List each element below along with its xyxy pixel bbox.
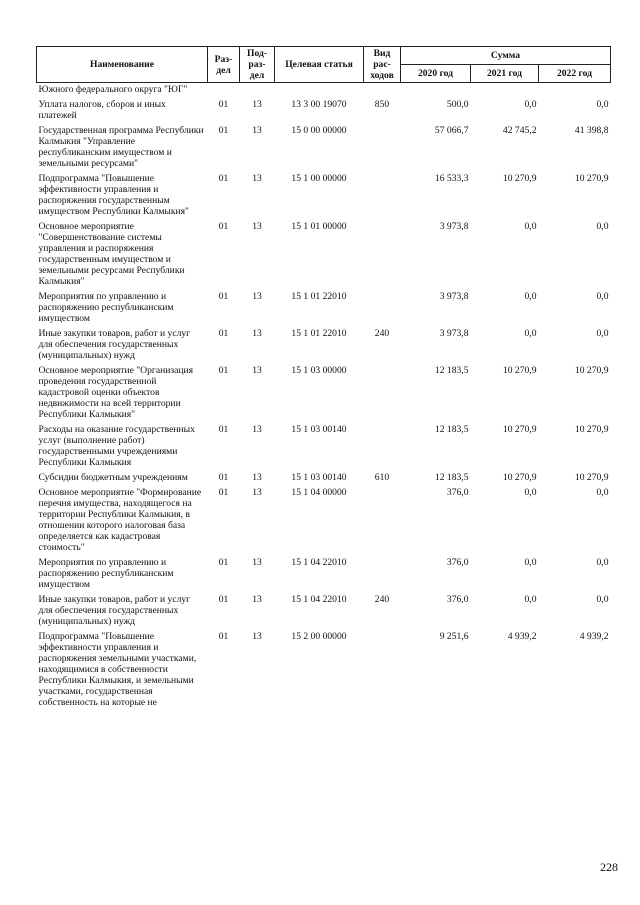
cell-name: Уплата налогов, сборов и иных платежей xyxy=(38,99,166,121)
cell-name: Иные закупки товаров, работ и услуг для обеспечения государственных (муниципальных) нужд xyxy=(38,328,191,361)
cell-vid xyxy=(364,364,401,423)
cell-2021: 10 270,9 xyxy=(502,472,537,483)
header-podrazdel: Под-раз-дел xyxy=(240,47,275,83)
cell-target: 15 1 04 22010 xyxy=(291,594,347,605)
cell-podrazdel: 13 xyxy=(252,472,262,483)
cell-razdel: 01 xyxy=(218,594,229,605)
cell-podrazdel: 13 xyxy=(252,291,262,302)
cell-name: Основное мероприятие "Совершенствование системы управления и распоряжения государственным имуществом и земельными ресурсами Республики Калмыкия" xyxy=(38,221,185,287)
cell-name: Основное мероприятие "Формирование перечня имущества, находящегося на территории Республики Калмыкия, в отношении которого налоговая база определяется как кадастровая стоимость" xyxy=(38,487,202,553)
cell-razdel: 01 xyxy=(218,99,229,110)
cell-2020 xyxy=(401,83,471,99)
cell-razdel: 01 xyxy=(218,221,229,232)
cell-name: Мероприятия по управлению и распоряжению республиканским имуществом xyxy=(38,557,174,590)
cell-2021 xyxy=(471,83,539,99)
cell-podrazdel: 13 xyxy=(252,365,262,376)
cell-target: 15 0 00 00000 xyxy=(291,125,347,136)
cell-vid: 610 xyxy=(374,472,390,483)
cell-podrazdel: 13 xyxy=(252,631,262,642)
header-vid: Вид рас-ходов xyxy=(364,47,401,83)
cell-target: 15 1 04 22010 xyxy=(291,557,347,568)
budget-table xyxy=(36,46,611,711)
cell-2020: 376,0 xyxy=(446,594,469,605)
cell-2022: 0,0 xyxy=(596,487,609,498)
cell-2021: 0,0 xyxy=(524,594,537,605)
table-row xyxy=(37,98,611,124)
cell-razdel: 01 xyxy=(218,328,229,339)
table-body xyxy=(37,83,611,712)
cell-name: Подпрограмма "Повышение эффективности управления и распоряжения государственным имуществом Республики Калмыкия" xyxy=(38,173,189,217)
cell-2021: 0,0 xyxy=(524,487,537,498)
header-2020: 2020 год xyxy=(401,65,471,83)
cell-name: Подпрограмма "Повышение эффективности управления и распоряжения земельными участками, находящимися в собственности Республики Калмыкия, и земельными участками, государственная собственность на которые не xyxy=(38,631,197,708)
cell-vid: 240 xyxy=(374,594,390,605)
cell-2022: 4 939,2 xyxy=(579,631,609,642)
header-sum: Сумма xyxy=(401,47,611,65)
cell-podrazdel xyxy=(240,83,275,99)
cell-2021: 0,0 xyxy=(524,557,537,568)
cell-2020: 16 533,3 xyxy=(434,173,469,184)
cell-2022: 0,0 xyxy=(596,594,609,605)
cell-vid: 850 xyxy=(374,99,390,110)
table-row xyxy=(37,471,611,486)
cell-target: 15 1 00 00000 xyxy=(291,173,347,184)
cell-target: 15 1 03 00140 xyxy=(291,424,347,435)
cell-2021: 10 270,9 xyxy=(502,365,537,376)
cell-2020: 12 183,5 xyxy=(434,365,469,376)
header-2021: 2021 год xyxy=(471,65,539,83)
table-row xyxy=(37,364,611,423)
cell-name: Расходы на оказание государственных услуг (выполнение работ) государственными учреждениями Республики Калмыкия xyxy=(38,424,195,468)
cell-podrazdel: 13 xyxy=(252,99,262,110)
cell-2022: 10 270,9 xyxy=(574,424,609,435)
header-razdel: Раз-дел xyxy=(208,47,240,83)
cell-2022: 41 398,8 xyxy=(574,125,609,136)
cell-target: 15 1 01 00000 xyxy=(291,221,347,232)
table-row xyxy=(37,327,611,364)
cell-target: 15 1 03 00140 xyxy=(291,472,347,483)
cell-2020: 376,0 xyxy=(446,557,469,568)
cell-vid xyxy=(364,290,401,327)
cell-vid: 240 xyxy=(374,328,390,339)
cell-name: Южного федерального округа "ЮГ" xyxy=(38,84,188,95)
cell-razdel: 01 xyxy=(218,173,229,184)
cell-2022: 0,0 xyxy=(596,221,609,232)
cell-2020: 12 183,5 xyxy=(434,472,469,483)
cell-razdel: 01 xyxy=(218,424,229,435)
cell-name: Субсидии бюджетным учреждениям xyxy=(38,472,188,483)
cell-vid xyxy=(364,124,401,172)
table-row xyxy=(37,593,611,630)
cell-vid xyxy=(364,83,401,99)
table-row xyxy=(37,423,611,471)
cell-razdel xyxy=(208,83,240,99)
cell-2022: 10 270,9 xyxy=(574,365,609,376)
cell-vid xyxy=(364,220,401,290)
cell-2021: 0,0 xyxy=(524,221,537,232)
cell-2022: 0,0 xyxy=(596,291,609,302)
cell-podrazdel: 13 xyxy=(252,424,262,435)
cell-2020: 376,0 xyxy=(446,487,469,498)
cell-podrazdel: 13 xyxy=(252,594,262,605)
table-row xyxy=(37,220,611,290)
cell-2020: 9 251,6 xyxy=(439,631,469,642)
table-row xyxy=(37,556,611,593)
table-row xyxy=(37,290,611,327)
cell-razdel: 01 xyxy=(218,472,229,483)
table-row xyxy=(37,630,611,711)
cell-vid xyxy=(364,172,401,220)
table-row xyxy=(37,83,611,99)
cell-razdel: 01 xyxy=(218,125,229,136)
cell-2022: 0,0 xyxy=(596,99,609,110)
cell-vid xyxy=(364,630,401,711)
table-row xyxy=(37,172,611,220)
cell-razdel: 01 xyxy=(218,365,229,376)
cell-2020: 3 973,8 xyxy=(439,221,469,232)
cell-target: 15 1 04 00000 xyxy=(291,487,347,498)
cell-target xyxy=(275,83,364,99)
table-row xyxy=(37,124,611,172)
cell-target: 13 3 00 19070 xyxy=(291,99,347,110)
cell-target: 15 1 01 22010 xyxy=(291,328,347,339)
cell-podrazdel: 13 xyxy=(252,557,262,568)
cell-2021: 4 939,2 xyxy=(507,631,537,642)
cell-razdel: 01 xyxy=(218,487,229,498)
cell-2021: 0,0 xyxy=(524,99,537,110)
cell-2020: 12 183,5 xyxy=(434,424,469,435)
cell-vid xyxy=(364,556,401,593)
cell-target: 15 2 00 00000 xyxy=(291,631,347,642)
cell-vid xyxy=(364,423,401,471)
table-row xyxy=(37,486,611,556)
header-target: Целевая статья xyxy=(275,47,364,83)
cell-name: Иные закупки товаров, работ и услуг для обеспечения государственных (муниципальных) нужд xyxy=(38,594,191,627)
cell-target: 15 1 03 00000 xyxy=(291,365,347,376)
cell-2021: 0,0 xyxy=(524,328,537,339)
cell-podrazdel: 13 xyxy=(252,328,262,339)
cell-podrazdel: 13 xyxy=(252,125,262,136)
cell-podrazdel: 13 xyxy=(252,173,262,184)
cell-2022: 10 270,9 xyxy=(574,472,609,483)
cell-2020: 500,0 xyxy=(446,99,469,110)
cell-name: Основное мероприятие "Организация проведения государственной кадастровой оценки объектов недвижимости на всей территории Республики Калмыкия" xyxy=(38,365,194,420)
cell-2022 xyxy=(539,83,611,99)
cell-razdel: 01 xyxy=(218,291,229,302)
page-number: 228 xyxy=(600,860,618,874)
cell-razdel: 01 xyxy=(218,557,229,568)
cell-2022: 0,0 xyxy=(596,328,609,339)
cell-2020: 3 973,8 xyxy=(439,291,469,302)
cell-podrazdel: 13 xyxy=(252,221,262,232)
cell-name: Государственная программа Республики Калмыкия "Управление республиканским имуществом и земельными ресурсами" xyxy=(38,125,204,169)
cell-2022: 0,0 xyxy=(596,557,609,568)
cell-2021: 10 270,9 xyxy=(502,173,537,184)
table-header xyxy=(37,47,611,83)
cell-2021: 10 270,9 xyxy=(502,424,537,435)
cell-2021: 0,0 xyxy=(524,291,537,302)
cell-name: Мероприятия по управлению и распоряжению республиканским имуществом xyxy=(38,291,174,324)
cell-2020: 57 066,7 xyxy=(434,125,469,136)
header-name: Наименование xyxy=(37,47,208,83)
cell-vid xyxy=(364,486,401,556)
cell-2020: 3 973,8 xyxy=(439,328,469,339)
header-2022: 2022 год xyxy=(539,65,611,83)
cell-podrazdel: 13 xyxy=(252,487,262,498)
cell-2021: 42 745,2 xyxy=(502,125,537,136)
cell-2022: 10 270,9 xyxy=(574,173,609,184)
cell-target: 15 1 01 22010 xyxy=(291,291,347,302)
cell-razdel: 01 xyxy=(218,631,229,642)
